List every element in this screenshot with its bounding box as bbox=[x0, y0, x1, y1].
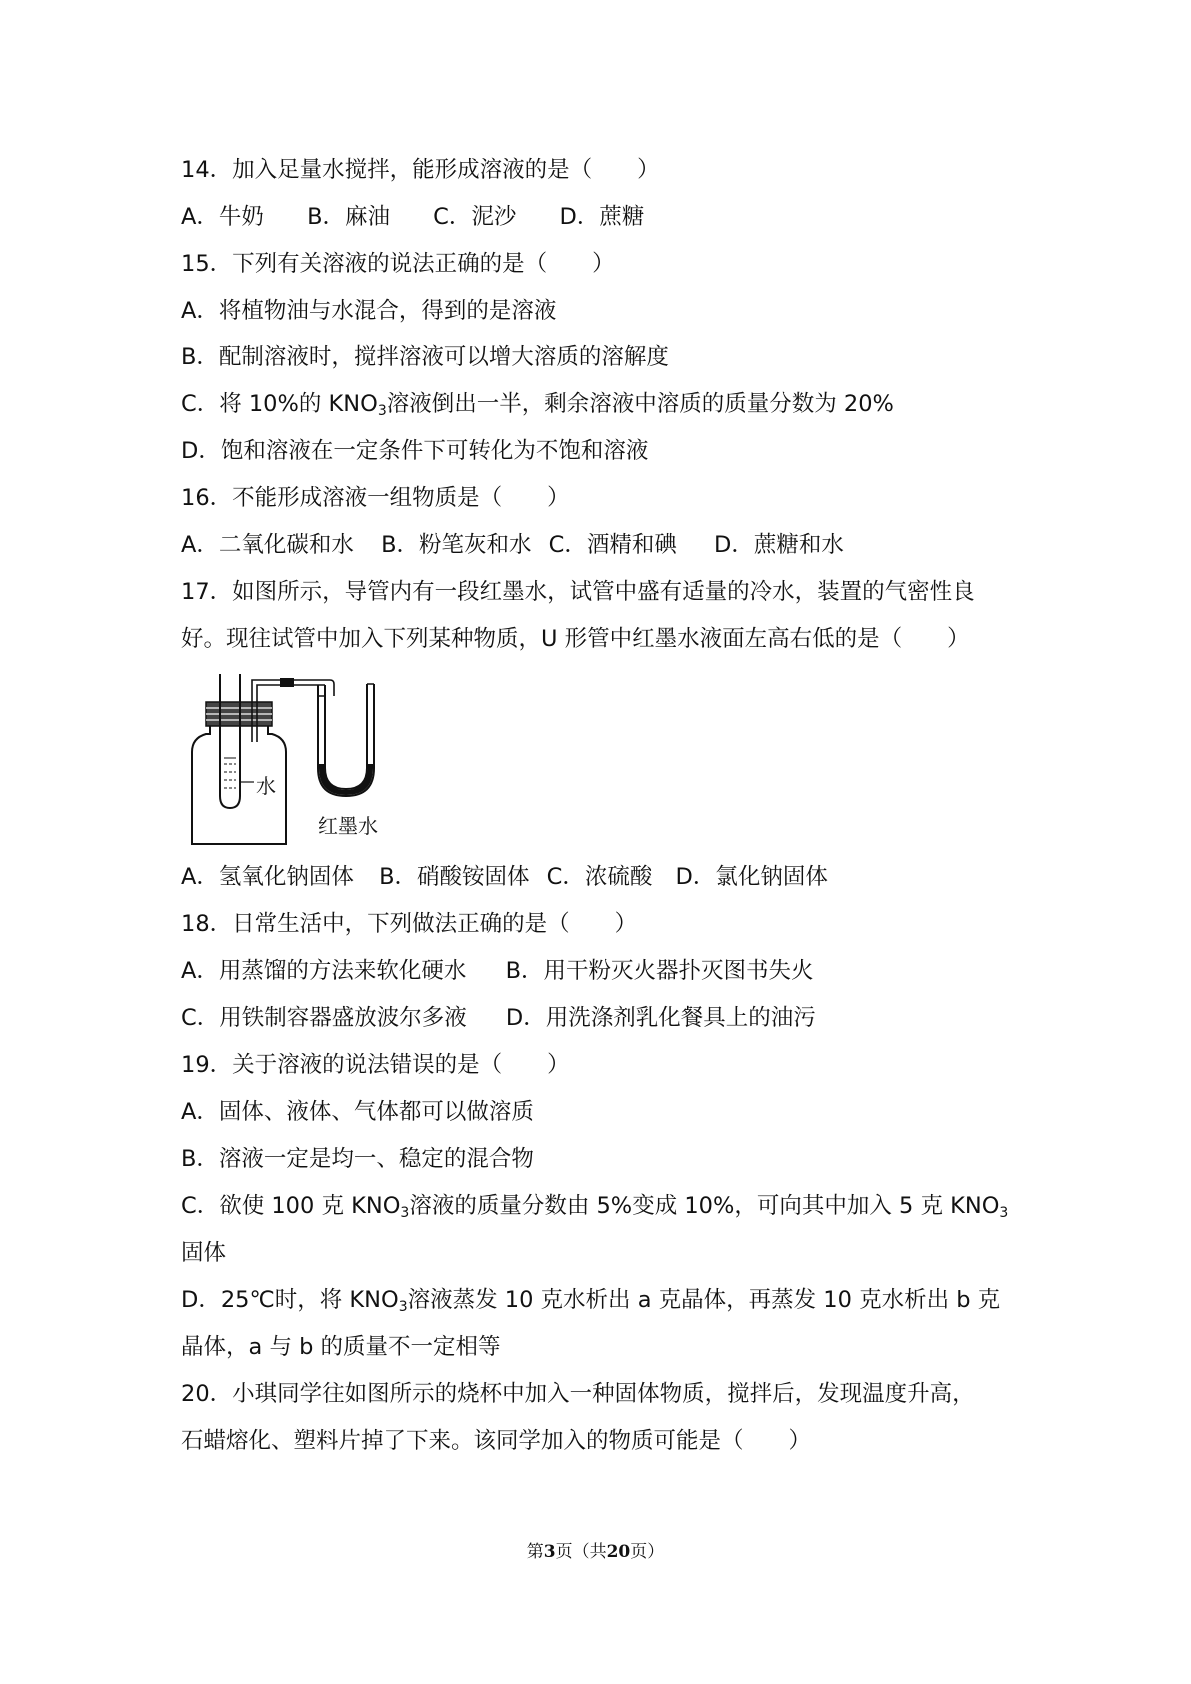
q19-option-d: D．25℃时，将 $KNO_3$溶液蒸发 10 克水析出 a 克晶体，再蒸发 10 克水析出 b 克 bbox=[181, 1287, 1001, 1315]
q14-option-c: C．泥沙 bbox=[433, 204, 517, 230]
page-footer: 第3页（共20页） bbox=[526, 1542, 665, 1562]
q17-options bbox=[181, 862, 828, 892]
label-red-ink: 红墨水 bbox=[318, 814, 378, 838]
q19-option-c-line2: 固体 bbox=[181, 1240, 227, 1266]
q15-option-d: D．饱和溶液在一定条件下可转化为不饱和溶液 bbox=[181, 438, 649, 464]
q19-option-d-line2: 晶体，a 与 b 的质量不一定相等 bbox=[181, 1334, 501, 1360]
q16-option-d: D．蔗糖和水 bbox=[714, 532, 844, 558]
q18-options-row1 bbox=[181, 956, 814, 986]
q18-option-d: D．用洗涤剂乳化餐具上的油污 bbox=[505, 1005, 816, 1031]
q16-option-c: C．酒精和碘 bbox=[548, 532, 677, 558]
q16-option-b: B．粉笔灰和水 bbox=[381, 532, 532, 558]
q16-stem: 16．不能形成溶液一组物质是（ ） bbox=[181, 485, 570, 511]
q19-option-a: A．固体、液体、气体都可以做溶质 bbox=[181, 1099, 534, 1125]
q15-option-b: B．配制溶液时，搅拌溶液可以增大溶质的溶解度 bbox=[181, 344, 669, 370]
q17-stem-line1: 17．如图所示，导管内有一段红墨水，试管中盛有适量的冷水，装置的气密性良 bbox=[181, 579, 975, 605]
q19-option-c: C．欲使 100 克 $KNO_3$溶液的质量分数由 5%变成 10%，可向其中加入 5 克 $KNO_3$ bbox=[181, 1193, 1009, 1221]
q19-stem: 19．关于溶液的说法错误的是（ ） bbox=[181, 1052, 570, 1078]
q15-stem: 15．下列有关溶液的说法正确的是（ ） bbox=[181, 251, 615, 277]
q14-option-a: A．牛奶 bbox=[181, 204, 264, 230]
q17-stem-line2: 好。现往试管中加入下列某种物质，U 形管中红墨水液面左高右低的是（ ） bbox=[181, 626, 970, 652]
q15-option-a: A．将植物油与水混合，得到的是溶液 bbox=[181, 298, 557, 324]
q14-option-d: D．蔗糖 bbox=[559, 204, 645, 230]
q18-option-a: A．用蒸馏的方法来软化硬水 bbox=[181, 958, 467, 984]
q20-stem-line1: 20．小琪同学往如图所示的烧杯中加入一种固体物质，搅拌后，发现温度升高， bbox=[181, 1381, 975, 1407]
rubber-connector bbox=[280, 678, 294, 687]
q20-stem-line2: 石蜡熔化、塑料片掉了下来。该同学加入的物质可能是（ ） bbox=[181, 1428, 812, 1454]
page-number: 3 bbox=[543, 1542, 556, 1562]
q19-option-b: B．溶液一定是均一、稳定的混合物 bbox=[181, 1146, 534, 1172]
page-total: 20 bbox=[606, 1542, 631, 1562]
q14-options bbox=[181, 202, 644, 232]
q17-apparatus-figure bbox=[182, 672, 402, 848]
q14-stem: 14．加入足量水搅拌，能形成溶液的是（ ） bbox=[181, 157, 660, 183]
label-water: 水 bbox=[256, 774, 276, 798]
q17-option-d: D．氯化钠固体 bbox=[675, 864, 828, 890]
q18-stem: 18．日常生活中，下列做法正确的是（ ） bbox=[181, 911, 638, 937]
q14-option-b: B．麻油 bbox=[307, 204, 390, 230]
q16-options bbox=[181, 530, 844, 560]
q18-option-b: B．用干粉灭火器扑灭图书失火 bbox=[505, 958, 814, 984]
q15-option-c: C．将 10%的 $KNO_3$溶液倒出一半，剩余溶液中溶质的质量分数为 20% bbox=[181, 391, 894, 419]
q17-option-a: A．氢氧化钠固体 bbox=[181, 864, 354, 890]
q18-options-row2 bbox=[181, 1003, 816, 1033]
q18-option-c: C．用铁制容器盛放波尔多液 bbox=[181, 1005, 467, 1031]
q16-option-a: A．二氧化碳和水 bbox=[181, 532, 354, 558]
q17-option-b: B．硝酸铵固体 bbox=[379, 864, 530, 890]
q17-option-c: C．浓硫酸 bbox=[546, 864, 653, 890]
